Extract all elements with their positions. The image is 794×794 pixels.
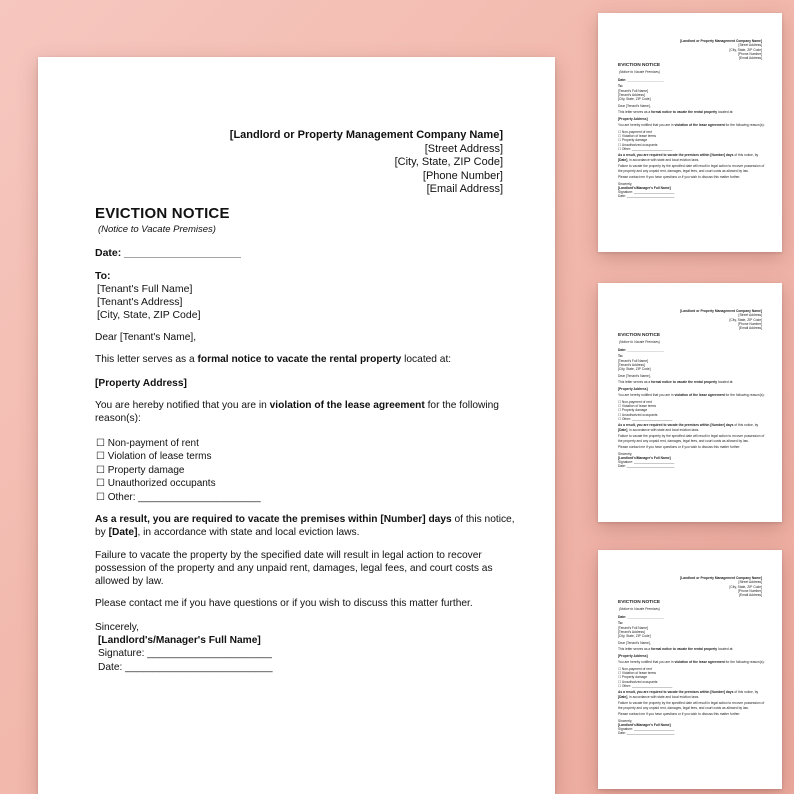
mini-p2-end: for the following reason(s): xyxy=(724,660,765,665)
mini-closing-date: Date: __________________________ xyxy=(618,194,675,199)
paragraph-violation xyxy=(95,399,515,425)
mini-body xyxy=(618,78,768,201)
mini-p1-bold: formal notice to vacate the rental property xyxy=(651,110,718,115)
mini-reason: ☐ Unauthorized occupants xyxy=(618,412,658,417)
mini-paragraph-3 xyxy=(618,423,768,432)
mini-to-label: To: xyxy=(618,354,623,359)
mini-p3-date: [Date] xyxy=(618,427,628,432)
paragraph-failure-consequences: Failure to vacate the property by the specified date will result in legal action to recover possession of the property and any unpaid rent, damages, legal fees, and court costs as allowed by law. xyxy=(95,550,493,588)
mini-sender-company: [Landlord or Property Management Company Name] xyxy=(680,309,762,313)
mini-reason: ☐ Non-payment of rent xyxy=(618,129,652,134)
mini-sender-email: [Email Address] xyxy=(739,56,762,61)
mini-reason: ☐ Property damage xyxy=(618,675,648,680)
sender-street: [Street Address] xyxy=(424,142,503,155)
mini-reason: ☐ Unauthorized occupants xyxy=(618,679,658,684)
mini-sender-block xyxy=(680,309,762,330)
mini-signer: [Landlord's/Manager's Full Name] xyxy=(618,455,671,460)
mini-sender-email: [Email Address] xyxy=(739,593,762,598)
mini-date-line: Date: ____________________ xyxy=(618,615,664,619)
mini-body xyxy=(618,348,768,471)
mini-sender-street: [Street Address] xyxy=(738,43,762,48)
reasons-list xyxy=(96,437,261,504)
p2-text-start: You are hereby notified that you are in xyxy=(95,400,270,411)
mini-reasons xyxy=(618,667,768,688)
mini-paragraph-5: Please contact me if you have questions or if you wish to discuss this matter further. xyxy=(618,445,741,450)
mini-paragraph-5: Please contact me if you have questions or if you wish to discuss this matter further. xyxy=(618,712,741,717)
closing-sincerely: Sincerely, xyxy=(95,622,139,633)
closing-date-line: Date: __________________________ xyxy=(98,661,273,673)
mini-p3-date: [Date] xyxy=(618,694,628,699)
reason-item[interactable]: ☐ Unauthorized occupants xyxy=(96,478,216,490)
mini-to-label: To: xyxy=(618,84,623,89)
mini-signature-line: Signature: ______________________ xyxy=(618,190,675,195)
recipient-block xyxy=(95,270,201,322)
mini-tenant-name: [Tenant's Full Name] xyxy=(618,625,648,630)
mini-tenant-address: [Tenant's Address] xyxy=(618,93,645,98)
sender-company: [Landlord or Property Management Company Name] xyxy=(229,129,503,141)
mini-title: EVICTION NOTICE xyxy=(618,63,661,68)
mini-p1-start: This letter serves as a xyxy=(618,647,652,652)
mini-sincerely: Sincerely, xyxy=(618,181,633,186)
mini-reason: ☐ Violation of lease terms xyxy=(618,404,657,409)
mini-p2-bold: violation of the lease agreement xyxy=(674,660,725,665)
mini-p3-bold: As a result, you are required to vacate the premises within [Number] days xyxy=(618,153,734,158)
mini-sender-street: [Street Address] xyxy=(738,580,762,585)
paragraph-contact: Please contact me if you have questions or if you wish to discuss this matter further. xyxy=(95,598,473,609)
document-title: EVICTION NOTICE xyxy=(95,205,230,222)
mini-paragraph-3 xyxy=(618,690,768,699)
mini-sender-phone: [Phone Number] xyxy=(737,588,762,593)
mini-paragraph-5: Please contact me if you have questions or if you wish to discuss this matter further. xyxy=(618,175,741,180)
mini-p2-start: You are hereby notified that you are in xyxy=(618,123,675,128)
signer-name: [Landlord's/Manager's Full Name] xyxy=(98,635,261,647)
mini-property-address: [Property Address] xyxy=(618,386,648,391)
mini-tenant-address: [Tenant's Address] xyxy=(618,630,645,635)
mini-subtitle: (Notice to Vacate Premises) xyxy=(619,340,660,344)
sender-city: [City, State, ZIP Code] xyxy=(394,156,503,169)
p3-text-end: , in accordance with state and local eviction laws. xyxy=(137,527,360,539)
mini-salutation: Dear [Tenant's Name], xyxy=(618,373,651,378)
mini-date-line: Date: ____________________ xyxy=(618,78,664,82)
mini-sender-block xyxy=(680,39,762,60)
sender-email: [Email Address] xyxy=(426,183,503,196)
mini-signer: [Landlord's/Manager's Full Name] xyxy=(618,722,671,727)
mini-title: EVICTION NOTICE xyxy=(618,333,661,338)
mini-p3-mid: of this notice, by xyxy=(733,690,759,695)
paragraph-formal-notice xyxy=(95,353,515,366)
mini-p3-end: , in accordance with state and local eviction laws. xyxy=(627,694,700,699)
mini-salutation: Dear [Tenant's Name], xyxy=(618,103,651,108)
mini-paragraph-1 xyxy=(618,380,768,384)
thumbnail-page-1[interactable] xyxy=(598,13,782,252)
mini-tenant-address: [Tenant's Address] xyxy=(618,363,645,368)
mini-property-address: [Property Address] xyxy=(618,653,648,658)
mini-sincerely: Sincerely, xyxy=(618,451,633,456)
mini-sender-phone: [Phone Number] xyxy=(737,51,762,56)
tenant-city: [City, State, ZIP Code] xyxy=(97,309,201,321)
mini-tenant-name: [Tenant's Full Name] xyxy=(618,88,648,93)
mini-p1-start: This letter serves as a xyxy=(618,110,652,115)
mini-sender-company: [Landlord or Property Management Company Name] xyxy=(680,576,762,580)
mini-title: EVICTION NOTICE xyxy=(618,600,661,605)
mini-tenant-city: [City, State, ZIP Code] xyxy=(618,367,651,372)
date-line: Date: ____________________ xyxy=(95,247,241,259)
salutation: Dear [Tenant's Name], xyxy=(95,332,197,343)
mini-to-label: To: xyxy=(618,621,623,626)
mini-sender-block xyxy=(680,576,762,597)
mini-paragraph-4: Failure to vacate the property by the specified date will result in legal action to recover possession of the property and any unpaid rent, damages, legal fees, and court costs as allowed by law. xyxy=(618,701,765,710)
mini-p2-end: for the following reason(s): xyxy=(724,393,765,398)
mini-reason: ☐ Unauthorized occupants xyxy=(618,142,658,147)
mini-p3-bold: As a result, you are required to vacate the premises within [Number] days xyxy=(618,690,734,695)
sender-phone: [Phone Number] xyxy=(422,169,503,182)
reason-item[interactable]: ☐ Violation of lease terms xyxy=(96,451,212,463)
mini-sender-city: [City, State, ZIP Code] xyxy=(729,317,762,322)
mini-p1-bold: formal notice to vacate the rental property xyxy=(651,647,718,652)
mini-property-address: [Property Address] xyxy=(618,116,648,121)
reason-item[interactable]: ☐ Other: ______________________ xyxy=(96,491,261,503)
mini-reason: ☐ Other: ______________________ xyxy=(618,416,673,421)
mini-date-line: Date: ____________________ xyxy=(618,348,664,352)
mini-closing xyxy=(618,182,768,199)
mini-reason: ☐ Non-payment of rent xyxy=(618,399,652,404)
mini-reason: ☐ Other: ______________________ xyxy=(618,683,673,688)
mini-paragraph-4: Failure to vacate the property by the specified date will result in legal action to recover possession of the property and any unpaid rent, damages, legal fees, and court costs as allowed by law. xyxy=(618,164,765,173)
mini-tenant-name: [Tenant's Full Name] xyxy=(618,358,648,363)
mini-p1-end: located at: xyxy=(717,647,734,652)
p1-bold-text: formal notice to vacate the rental property xyxy=(197,354,402,365)
mini-paragraph-2 xyxy=(618,660,768,664)
mini-p3-end: , in accordance with state and local eviction laws. xyxy=(627,427,700,432)
mini-recipient xyxy=(618,354,768,371)
mini-paragraph-1 xyxy=(618,647,768,651)
mini-sender-phone: [Phone Number] xyxy=(737,321,762,326)
mini-closing xyxy=(618,719,768,736)
mini-body xyxy=(618,615,768,738)
mini-paragraph-1 xyxy=(618,110,768,114)
thumbnail-page-3[interactable] xyxy=(598,550,782,789)
p3-date: [Date] xyxy=(108,527,138,539)
thumbnail-page-2[interactable] xyxy=(598,283,782,522)
mini-signature-line: Signature: ______________________ xyxy=(618,727,675,732)
mini-p1-end: located at: xyxy=(717,380,734,385)
p2-bold-text: violation of the lease agreement xyxy=(269,400,425,411)
mini-signature-line: Signature: ______________________ xyxy=(618,460,675,465)
mini-signer: [Landlord's/Manager's Full Name] xyxy=(618,185,671,190)
mini-reason: ☐ Property damage xyxy=(618,408,648,413)
mini-reasons xyxy=(618,400,768,421)
paragraph-vacate-deadline xyxy=(95,513,515,539)
mini-reasons xyxy=(618,130,768,151)
p3-text-mid: of this notice, by xyxy=(95,514,515,539)
mini-closing-date: Date: __________________________ xyxy=(618,464,675,469)
mini-sender-email: [Email Address] xyxy=(739,326,762,331)
p1-text-start: This letter serves as a xyxy=(95,354,198,365)
mini-p2-start: You are hereby notified that you are in xyxy=(618,393,675,398)
mini-reason: ☐ Other: ______________________ xyxy=(618,146,673,151)
mini-p1-start: This letter serves as a xyxy=(618,380,652,385)
mini-reason: ☐ Property damage xyxy=(618,138,648,143)
mini-p2-end: for the following reason(s): xyxy=(724,123,765,128)
mini-p2-bold: violation of the lease agreement xyxy=(674,123,725,128)
mini-sender-company: [Landlord or Property Management Company Name] xyxy=(680,39,762,43)
mini-tenant-city: [City, State, ZIP Code] xyxy=(618,97,651,102)
mini-p3-end: , in accordance with state and local eviction laws. xyxy=(627,157,700,162)
mini-p2-bold: violation of the lease agreement xyxy=(674,393,725,398)
mini-paragraph-3 xyxy=(618,153,768,162)
p3-bold-text: As a result, you are required to vacate the premises within [Number] days xyxy=(95,514,452,525)
main-document-page xyxy=(38,57,555,794)
mini-sender-city: [City, State, ZIP Code] xyxy=(729,584,762,589)
reason-item[interactable]: ☐ Non-payment of rent xyxy=(96,438,199,449)
mini-p1-bold: formal notice to vacate the rental property xyxy=(651,380,718,385)
to-label: To: xyxy=(95,270,111,282)
mini-salutation: Dear [Tenant's Name], xyxy=(618,640,651,645)
mini-recipient xyxy=(618,84,768,101)
mini-reason: ☐ Violation of lease terms xyxy=(618,134,657,139)
mini-sender-street: [Street Address] xyxy=(738,313,762,318)
mini-subtitle: (Notice to Vacate Premises) xyxy=(619,70,660,74)
closing-block xyxy=(95,621,273,674)
mini-sender-city: [City, State, ZIP Code] xyxy=(729,47,762,52)
mini-tenant-city: [City, State, ZIP Code] xyxy=(618,634,651,639)
reason-item[interactable]: ☐ Property damage xyxy=(96,464,185,476)
p2-text-end: for the following reason(s): xyxy=(95,400,499,425)
mini-recipient xyxy=(618,621,768,638)
sender-block xyxy=(230,129,503,197)
signature-line: Signature: ______________________ xyxy=(98,648,272,660)
mini-sincerely: Sincerely, xyxy=(618,718,633,723)
p1-text-end: located at: xyxy=(401,354,452,365)
mini-p3-date: [Date] xyxy=(618,157,628,162)
tenant-address: [Tenant's Address] xyxy=(97,296,183,308)
mini-closing-date: Date: __________________________ xyxy=(618,731,675,736)
mini-reason: ☐ Non-payment of rent xyxy=(618,666,652,671)
mini-p2-start: You are hereby notified that you are in xyxy=(618,660,675,665)
mini-paragraph-2 xyxy=(618,123,768,127)
mini-closing xyxy=(618,452,768,469)
mini-paragraph-4: Failure to vacate the property by the specified date will result in legal action to recover possession of the property and any unpaid rent, damages, legal fees, and court costs as allowed by law. xyxy=(618,434,765,443)
mini-p3-bold: As a result, you are required to vacate the premises within [Number] days xyxy=(618,423,734,428)
mini-p1-end: located at: xyxy=(717,110,734,115)
mini-subtitle: (Notice to Vacate Premises) xyxy=(619,607,660,611)
mini-p3-mid: of this notice, by xyxy=(733,423,759,428)
property-address: [Property Address] xyxy=(95,378,187,389)
mini-reason: ☐ Violation of lease terms xyxy=(618,671,657,676)
document-subtitle: (Notice to Vacate Premises) xyxy=(98,224,216,235)
mini-paragraph-2 xyxy=(618,393,768,397)
mini-p3-mid: of this notice, by xyxy=(733,153,759,158)
tenant-name: [Tenant's Full Name] xyxy=(97,283,193,295)
